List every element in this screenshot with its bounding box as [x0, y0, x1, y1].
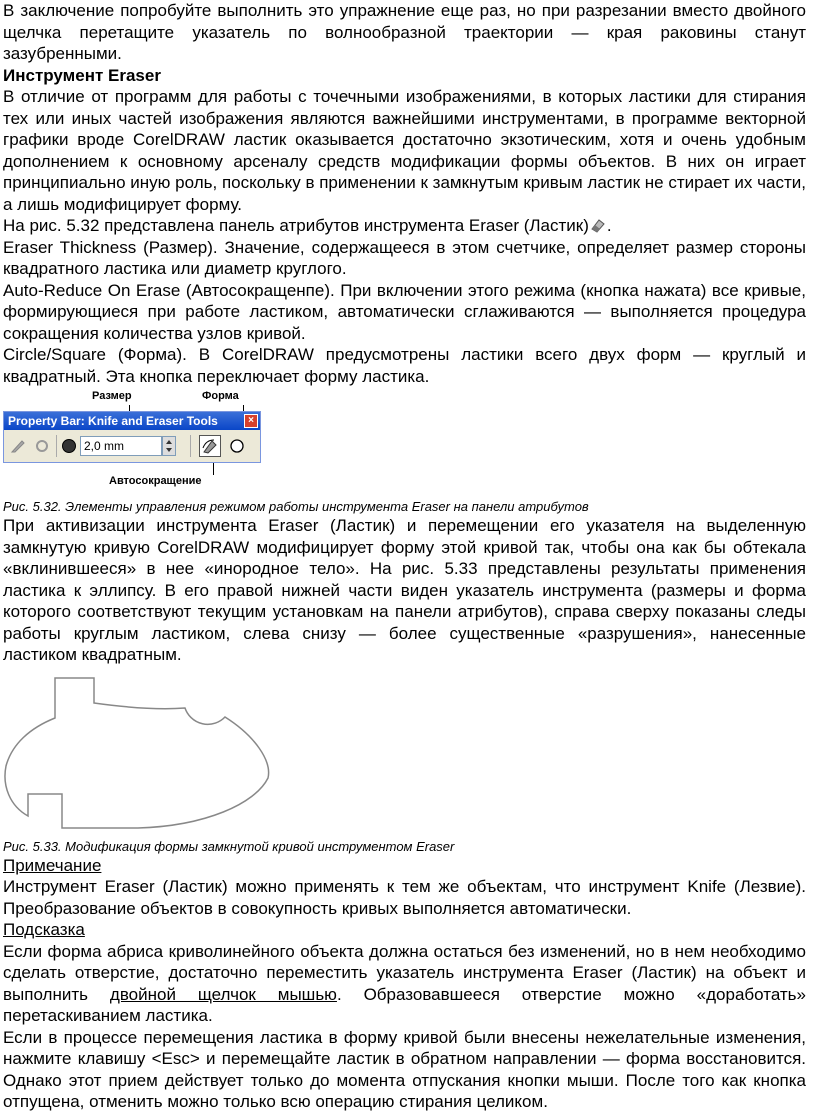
thickness-input[interactable]	[80, 436, 162, 456]
thickness-icon	[62, 439, 76, 453]
separator	[56, 435, 57, 457]
circle-shape-icon	[226, 435, 248, 457]
paragraph-fig-5-32-ref	[0, 215, 816, 237]
close-icon[interactable]: ×	[244, 414, 258, 428]
thickness-value: 2,0 mm	[84, 439, 125, 453]
paragraph-eraser-activation: При активизации инструмента Eraser (Ластик) и перемещении его указателя на выделенную замкнутую кривую CorelDRAW модифицирует форму этой кривой так, чтобы она как бы обтекала «вклинившееся» в нее «инородное тело». На рис. 5.33 представлены результаты применения ластика к эллипсу. В его правой нижней части виден указатель инструмента (размеры и форма которого соответствуют текущим установкам на панели атрибутов), справа сверху показаны следы работы круглым ластиком, слева снизу — более существенные «разрушения», нанесенные ластиком квадратным.	[3, 516, 806, 664]
paragraph-eraser-thickness: Eraser Thickness (Размер). Значение, содержащееся в этом счетчике, определяет размер стороны квадратного ластика или диаметр круглого.	[3, 237, 806, 278]
thickness-spinner[interactable]	[162, 436, 176, 456]
property-bar-title	[4, 412, 260, 430]
circle-square-button[interactable]	[226, 435, 248, 457]
callout-auto-label: Автосокращение	[109, 475, 202, 487]
paragraph-undo-esc: Если в процессе перемещения ластика в форму кривой были внесены нежелательные изменения, нажмите клавишу <Esc> и перемещайте ластик в обратном направлении — форма восстановится. Однако этот прием действует только до момента отпускания кнопки мыши. После того как кнопка отпущена, отменить можно только всю операцию стирания целиком.	[3, 1027, 806, 1111]
tip-text	[0, 941, 816, 1027]
knife-icon[interactable]	[10, 438, 26, 454]
separator	[190, 435, 191, 457]
tip-text-end: . Образовавшееся отверстие можно «доработать» перетаскиванием ластика.	[3, 984, 806, 1025]
eraser-tool-icon	[589, 217, 607, 233]
property-bar-title-text: Property Bar: Knife and Eraser Tools	[8, 414, 218, 428]
tip-heading: Подсказка	[3, 920, 85, 939]
note-heading: Примечание	[3, 855, 102, 875]
caption-fig-5-32: Рис. 5.32. Элементы управления режимом работы инструмента Eraser на панели атрибутов	[3, 499, 589, 514]
heading-eraser: Инструмент Eraser	[3, 65, 161, 85]
paragraph-auto-reduce: Auto-Reduce On Erase (Автосокращенпе). При включении этого режима (кнопка нажата) все кривые, формирующиеся при работе ластиком, автоматически сглаживаются — выполняется процедура сокращения количества узлов кривой.	[3, 280, 806, 343]
auto-reduce-icon	[200, 436, 220, 456]
callout-auto-line	[213, 463, 214, 475]
callout-size-label: Размер	[92, 390, 132, 402]
paragraph-eraser-overview: В отличие от программ для работы с точечными изображениями, в которых ластики для стирания тех или иных частей изображения являются важнейшими инструментами, в программе векторной графики вроде CorelDRAW ластик оказывается достаточно экзотическим, хотя и очень удобным дополнением к основному арсеналу средств модификации формы объектов. В них он играет принципиально иную роль, поскольку в применении к замкнутым кривым ластик не стирает их части, а лишь модифицирует форму.	[3, 87, 806, 214]
caption-fig-5-33: Рис. 5.33. Модификация формы замкнутой кривой инструментом Eraser	[3, 838, 455, 854]
tip-link-double-click[interactable]: двойной щелчок мышью	[109, 984, 337, 1004]
fig-ref-text: На рис. 5.32 представлена панель атрибутов инструмента Eraser (Ластик)	[3, 216, 589, 235]
tip-text-start: Если форма абриса криволинейного объекта должна остаться без изменений, но в нем необходимо сделать отверстие, достаточно переместить указатель инструмента Eraser (Ластик) на объект и выполнить	[3, 941, 806, 1004]
figure-5-33	[0, 666, 816, 838]
paragraph-intro: В заключение попробуйте выполнить это упражнение еще раз, но при разрезании вместо двойного щелчка перетащите указатель по волнообразной траектории — края раковины станут зазубренными.	[3, 1, 806, 63]
bezier-icon[interactable]	[34, 438, 50, 454]
note-text: Инструмент Eraser (Ластик) можно применять к тем же объектам, что инструмент Knife (Лезвие). Преобразование объектов в совокупность кривых выполняется автоматически.	[3, 877, 806, 918]
callout-shape-label: Форма	[202, 390, 239, 402]
fig-ref-period: .	[606, 216, 612, 235]
auto-reduce-button[interactable]	[199, 435, 221, 457]
figure-5-32	[0, 387, 816, 498]
modified-ellipse-shape	[0, 666, 280, 838]
property-bar-window	[3, 411, 261, 463]
property-bar-controls	[4, 430, 260, 462]
paragraph-circle-square: Circle/Square (Форма). В CorelDRAW предусмотрены ластики всего двух форм — круглый и квадратный. Эта кнопка переключает форму ластика.	[3, 345, 806, 386]
